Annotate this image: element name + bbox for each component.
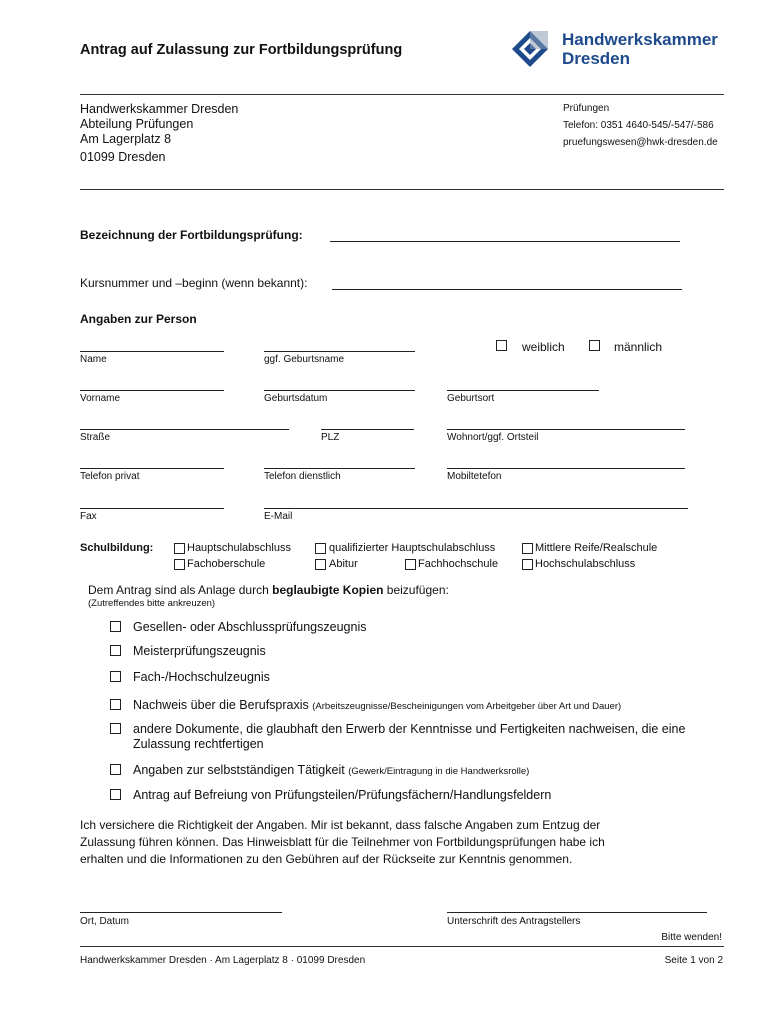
- attachment-5-label: andere Dokumente, die glaubhaft den Erwerb der Kenntnisse und Fertigkeiten nachweisen, die eine: [133, 722, 686, 736]
- page-title: Antrag auf Zulassung zur Fortbildungsprüfung: [80, 42, 403, 58]
- footer-address: Handwerkskammer Dresden · Am Lagerplatz 8 · 01099 Dresden: [80, 955, 366, 966]
- course-input[interactable]: [332, 289, 682, 290]
- school-fachhochschule-checkbox[interactable]: [405, 559, 416, 570]
- street-label: Straße: [80, 432, 111, 443]
- course-label: Kursnummer und –beginn (wenn bekannt):: [80, 276, 308, 290]
- attachment-7-label: Antrag auf Befreiung von Prüfungsteilen/Prüfungsfächern/Handlungsfeldern: [133, 788, 552, 802]
- city-label: Wohnort/ggf. Ortsteil: [447, 432, 539, 443]
- phone-private-label: Telefon privat: [80, 471, 140, 482]
- address-line3: Am Lagerplatz 8: [80, 132, 172, 146]
- exam-label: Bezeichnung der Fortbildungsprüfung:: [80, 228, 303, 242]
- female-label: weiblich: [522, 340, 565, 354]
- attachments-intro-before: Dem Antrag sind als Anlage durch: [88, 583, 273, 597]
- birth-date-input[interactable]: [264, 390, 415, 391]
- contact-dept: Prüfungen: [563, 103, 610, 114]
- contact-email: pruefungswesen@hwk-dresden.de: [563, 137, 718, 148]
- attachment-6-row: [133, 763, 529, 777]
- address-line1: Handwerkskammer Dresden: [80, 102, 239, 116]
- attachment-4-label: Nachweis über die Berufspraxis: [133, 698, 309, 712]
- mobile-label: Mobiltetefon: [447, 471, 502, 482]
- email-label: E-Mail: [264, 511, 293, 522]
- attachments-intro-after: beizufügen:: [383, 583, 449, 597]
- male-checkbox[interactable]: [589, 340, 600, 351]
- birth-name-label: ggf. Geburtsname: [264, 354, 345, 365]
- person-heading: Angaben zur Person: [80, 312, 197, 326]
- phone-private-input[interactable]: [80, 468, 224, 469]
- logo-line1: Handwerkskammer: [562, 30, 718, 49]
- address-divider: [80, 189, 724, 190]
- street-input[interactable]: [80, 429, 289, 430]
- attachment-7-checkbox[interactable]: [110, 789, 121, 800]
- attachment-4-note: (Arbeitszeugnisse/Bescheinigungen vom Arbeitgeber über Art und Dauer): [312, 701, 622, 712]
- place-date-label: Ort, Datum: [80, 916, 129, 927]
- attachment-2-label: Meisterprüfungszeugnis: [133, 644, 266, 658]
- attachment-1-label: Gesellen- oder Abschlussprüfungszeugnis: [133, 620, 367, 634]
- zip-label: PLZ: [321, 432, 340, 443]
- place-date-input[interactable]: [80, 912, 282, 913]
- school-hochschule-label: Hochschulabschluss: [535, 558, 636, 570]
- footer-divider: [80, 946, 724, 947]
- school-fachhochschule-label: Fachhochschule: [418, 558, 499, 570]
- attachment-5-checkbox[interactable]: [110, 723, 121, 734]
- school-fachoberschule-checkbox[interactable]: [174, 559, 185, 570]
- signature-input[interactable]: [447, 912, 707, 913]
- signature-label: Unterschrift des Antragstellers: [447, 916, 581, 927]
- declaration-line2: Zulassung führen können. Das Hinweisblatt für die Teilnehmer von Fortbildungsprüfungen habe ich: [80, 835, 605, 849]
- logo-line2: Dresden: [562, 49, 631, 68]
- logo-text: [562, 30, 718, 68]
- school-label: Schulbildung:: [80, 542, 154, 554]
- declaration-line1: Ich versichere die Richtigkeit der Angaben. Mir ist bekannt, dass falsche Angaben zum Entzug der: [80, 818, 601, 832]
- fax-label: Fax: [80, 511, 97, 522]
- turn-page-note: Bitte wenden!: [661, 932, 722, 943]
- declaration-line3: erhalten und die Informationen zu den Gebühren auf der Rückseite zur Kenntnis genommen.: [80, 852, 573, 866]
- mobile-input[interactable]: [447, 468, 685, 469]
- school-qual-hauptschule-checkbox[interactable]: [315, 543, 326, 554]
- fax-input[interactable]: [80, 508, 224, 509]
- school-abitur-label: Abitur: [329, 558, 358, 570]
- birth-name-input[interactable]: [264, 351, 415, 352]
- school-hauptschule-label: Hauptschulabschluss: [187, 542, 291, 554]
- birth-place-label: Geburtsort: [447, 393, 495, 404]
- attachment-6-note: (Gewerk/Eintragung in die Handwerksrolle): [348, 766, 530, 777]
- school-hauptschule-checkbox[interactable]: [174, 543, 185, 554]
- address-line2: Abteilung Prüfungen: [80, 117, 194, 131]
- phone-work-input[interactable]: [264, 468, 415, 469]
- school-realschule-label: Mittlere Reife/Realschule: [535, 542, 658, 554]
- school-qual-hauptschule-label: qualifizierter Hauptschulabschluss: [329, 542, 496, 554]
- address-line4: 01099 Dresden: [80, 150, 166, 164]
- header-divider: [80, 94, 724, 95]
- attachment-6-checkbox[interactable]: [110, 764, 121, 775]
- first-name-input[interactable]: [80, 390, 224, 391]
- page-number: Seite 1 von 2: [664, 955, 723, 966]
- school-hochschule-checkbox[interactable]: [522, 559, 533, 570]
- birth-date-label: Geburtsdatum: [264, 393, 328, 404]
- female-checkbox[interactable]: [496, 340, 507, 351]
- attachment-4-row: [133, 698, 621, 712]
- attachments-intro: [88, 583, 449, 597]
- exam-input[interactable]: [330, 241, 680, 242]
- attachment-3-label: Fach-/Hochschulzeugnis: [133, 670, 270, 684]
- first-name-label: Vorname: [80, 393, 121, 404]
- birth-place-input[interactable]: [447, 390, 599, 391]
- phone-work-label: Telefon dienstlich: [264, 471, 341, 482]
- attachment-6-label: Angaben zur selbstständigen Tätigkeit: [133, 763, 345, 777]
- school-realschule-checkbox[interactable]: [522, 543, 533, 554]
- zip-input[interactable]: [321, 429, 414, 430]
- male-label: männlich: [614, 340, 663, 354]
- attachment-2-checkbox[interactable]: [110, 645, 121, 656]
- declaration: [80, 817, 605, 868]
- name-input[interactable]: [80, 351, 224, 352]
- hwk-logo-icon: [511, 30, 549, 68]
- attachment-1-checkbox[interactable]: [110, 621, 121, 632]
- attachment-4-checkbox[interactable]: [110, 699, 121, 710]
- school-fachoberschule-label: Fachoberschule: [187, 558, 266, 570]
- recipient-address: [80, 102, 238, 165]
- school-abitur-checkbox[interactable]: [315, 559, 326, 570]
- contact-phone: Telefon: 0351 4640-545/-547/-586: [563, 120, 714, 131]
- name-label: Name: [80, 354, 107, 365]
- email-input[interactable]: [264, 508, 688, 509]
- attachment-5-label-cont: Zulassung rechtfertigen: [133, 737, 264, 751]
- attachments-hint: (Zutreffendes bitte ankreuzen): [88, 598, 216, 609]
- attachment-3-checkbox[interactable]: [110, 671, 121, 682]
- attachments-intro-bold: beglaubigte Kopien: [272, 583, 384, 597]
- city-input[interactable]: [447, 429, 685, 430]
